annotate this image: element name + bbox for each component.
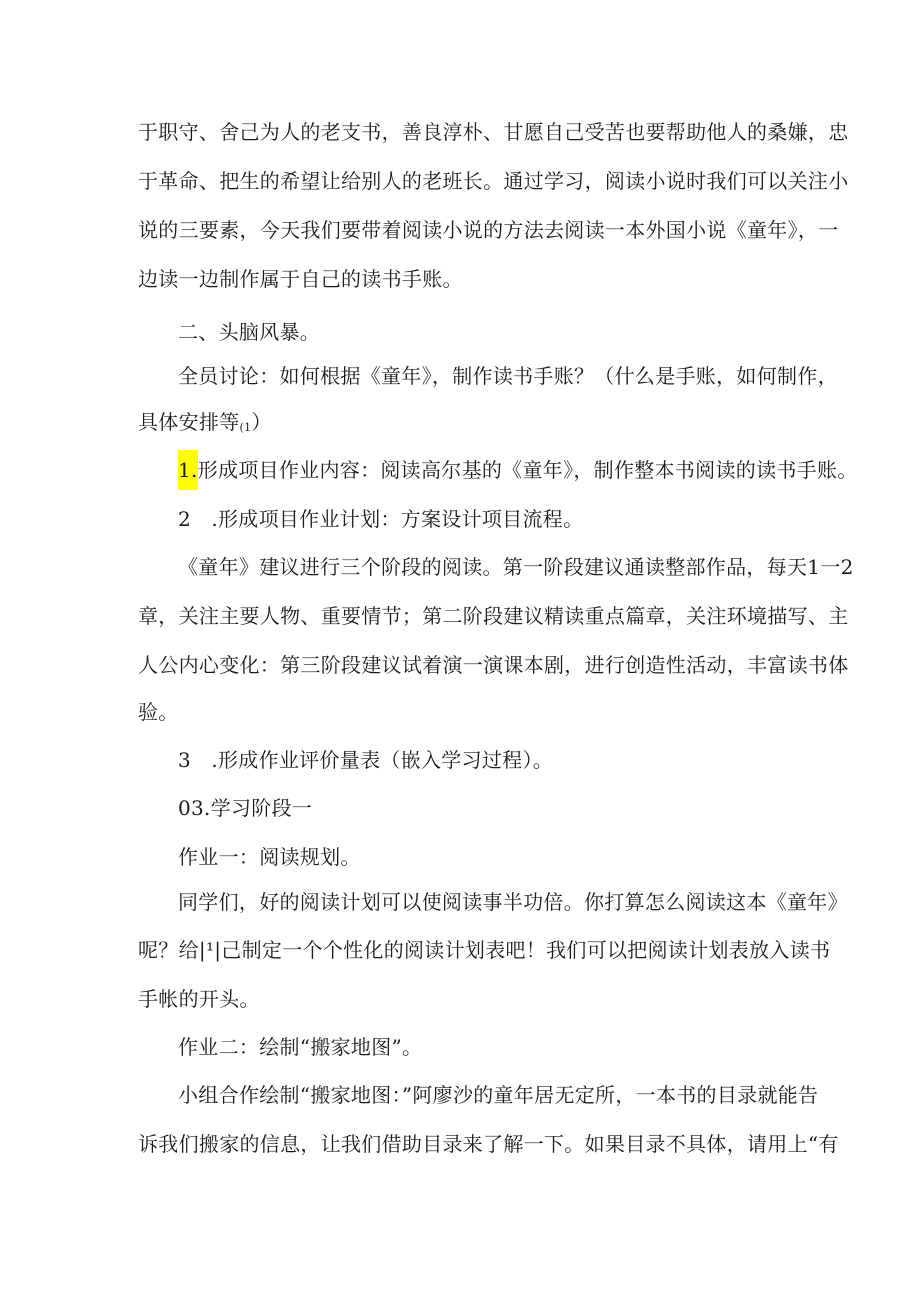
paragraph-line: 《童年》建议进行三个阶段的阅读。第一阶段建议通读整部作品，每天1一2 bbox=[178, 555, 854, 579]
paragraph-line: 同学们，好的阅读计划可以使阅读事半功倍。你打算怎么阅读这本《童年》 bbox=[178, 890, 848, 914]
paragraph-line: 小组合作绘制“搬家地图：”阿廖沙的童年居无定所，一本书的目录就能告 bbox=[178, 1083, 819, 1107]
section-heading: 03.学习阶段一 bbox=[178, 796, 313, 820]
paragraph-line bbox=[138, 408, 798, 442]
paragraph-line: 章，关注主要人物、重要情节；第二阶段建议精读重点篇章，关注环境描写、主 bbox=[138, 604, 849, 628]
list-item: 3 .形成作业评价量表（嵌入学习过程）。 bbox=[178, 748, 554, 772]
paragraph-line: 手帐的开头。 bbox=[138, 987, 260, 1011]
sub-heading: 作业二：绘制“搬家地图”。 bbox=[178, 1035, 423, 1059]
paragraph-text: ） bbox=[251, 410, 272, 434]
paragraph-line: 于职守、舍己为人的老支书，善良淳朴、甘愿自己受苦也要帮助他人的桑嫌，忠 bbox=[138, 120, 849, 144]
highlighted-number: 1. bbox=[178, 450, 198, 490]
paragraph-line: 人公内心变化：第三阶段建议试着演一演课本剧，进行创造性活动，丰富读书体 bbox=[138, 653, 849, 677]
paragraph-line: 边读一边制作属于自己的读书手账。 bbox=[138, 267, 463, 291]
paragraph-line: 全员讨论：如何根据《童年》，制作读书手账？（什么是手账，如何制作， bbox=[178, 364, 838, 388]
list-item: 2 .形成项目作业计划：方案设计项目流程。 bbox=[178, 507, 584, 531]
sub-heading: 作业一：阅读规划。 bbox=[178, 845, 361, 869]
paragraph-text: 具体安排等 bbox=[138, 410, 240, 434]
paragraph-line: 验。 bbox=[138, 700, 179, 724]
list-item-text: 形成项目作业内容：阅读高尔基的《童年》，制作整本书阅读的读书手账。 bbox=[197, 458, 858, 482]
list-item bbox=[178, 456, 858, 484]
footnote-marker: (1 bbox=[239, 421, 252, 434]
paragraph-line: 呢？给|¹|己制定一个个性化的阅读计划表吧！我们可以把阅读计划表放入读书 bbox=[138, 938, 831, 962]
paragraph-line: 诉我们搬家的信息，让我们借助目录来了解一下。如果目录不具体，请用上“有 bbox=[138, 1132, 839, 1156]
paragraph-line: 说的三要素，今天我们要带着阅读小说的方法去阅读一本外国小说《童年》，一 bbox=[138, 218, 839, 242]
section-heading: 二、头脑风暴。 bbox=[178, 320, 321, 344]
paragraph-line: 于革命、把生的希望让给别人的老班长。通过学习，阅读小说时我们可以关注小 bbox=[138, 169, 849, 193]
